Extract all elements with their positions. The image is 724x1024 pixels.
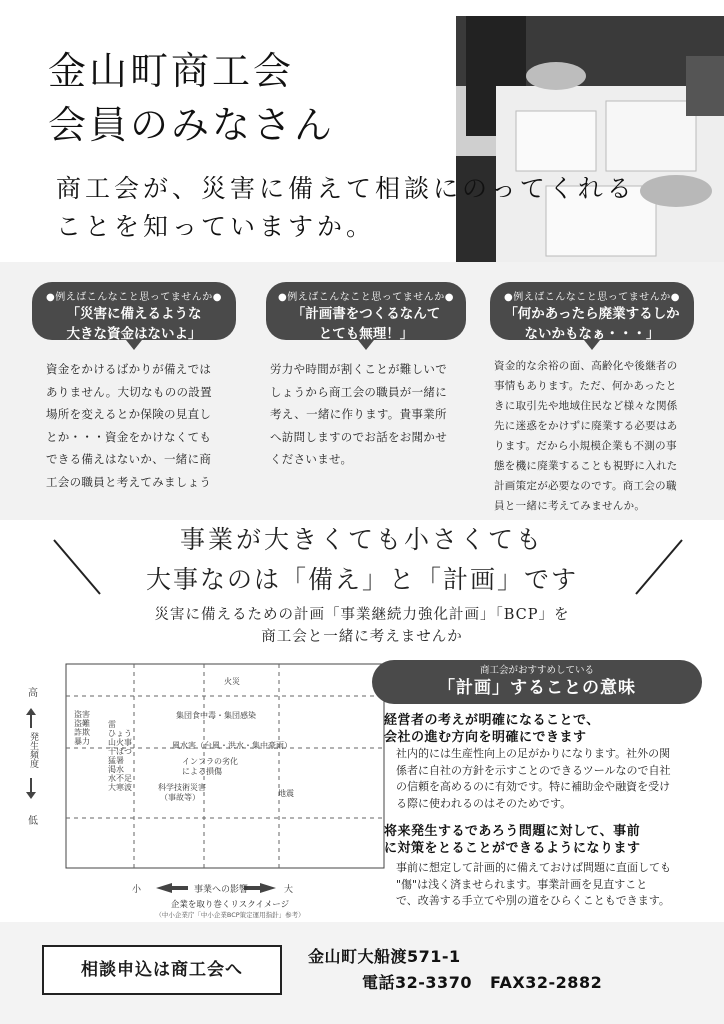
risk-weather-item: 渇水 xyxy=(108,765,124,774)
message-line1: 事業が大きくても小さくても xyxy=(179,525,544,554)
risk-weather-item: 猛暑 xyxy=(108,756,124,765)
risk-crime-item: 詐欺 xyxy=(74,728,90,737)
arrow-up-icon xyxy=(26,708,36,715)
body-line: とか・・・資金をかけなくても xyxy=(46,429,212,444)
risk-crime-item: 盗難 xyxy=(74,719,90,728)
risk-tech-line1: 科学技術災害 xyxy=(158,783,206,792)
meaning-line: の信頼を高めるのに有効です。特に補助金や融資を受け xyxy=(396,780,671,793)
risk-food: 集団食中毒・集団感染 xyxy=(176,711,256,720)
meaning-p2-head1: 将来発生するであろう問題に対して、事前 xyxy=(384,824,641,839)
bubble-tail xyxy=(358,340,374,350)
risk-chart xyxy=(28,660,390,908)
risk-crime-item: 盗害 xyxy=(74,710,90,719)
message-sub2: 商工会と一緒に考えませんか xyxy=(261,629,463,645)
risk-tech-line2: （事故等） xyxy=(160,793,200,802)
y-high-label: 高 xyxy=(28,688,38,699)
meaning-line: で、改善する手立てや別の道をひらくこともできます。 xyxy=(396,894,670,907)
example-question-line2: とても無理！」 xyxy=(318,326,414,342)
arrow-down-icon xyxy=(26,792,36,799)
body-line: できる備えはないか、一緒に商 xyxy=(46,452,212,466)
body-line: 態を機に廃業することも視野に入れた xyxy=(494,460,678,472)
meaning-p1-body xyxy=(396,746,708,812)
header-photo xyxy=(456,16,724,274)
meaning-line: 係者に自社の方針を示すことのできるツールなので自社 xyxy=(396,763,671,777)
risk-infra-line1: インフラの劣化 xyxy=(182,757,238,766)
meaning-p1-head1: 経営者の考えが明確になることで、 xyxy=(384,713,600,728)
body-line: 考え、一緒に作ります。貴事業所 xyxy=(270,407,447,421)
risk-chart-source: （中小企業庁「中小企業BCP策定運用指針」参考） xyxy=(155,911,305,919)
body-line: へ訪問しますのでお話をお聞かせ xyxy=(270,429,447,444)
risk-weather-item: ひょう xyxy=(108,729,132,738)
risk-chart-grid xyxy=(44,660,390,908)
body-line: 労力や時間が割くことが難しいで xyxy=(270,362,447,376)
body-line: 資金をかけるばかりが備えでは xyxy=(46,362,212,376)
meaning-p1-head2: 会社の進む方向を明確にできます xyxy=(384,730,587,745)
example-bubble-2 xyxy=(266,282,466,340)
body-line: 資金的な余裕の面、高齢化や後継者の xyxy=(494,360,678,372)
meeting-photo-illustration xyxy=(456,16,724,274)
risk-weather-list xyxy=(108,720,132,792)
meaning-line: る際に使われるのはそのためです。 xyxy=(396,796,572,810)
body-line: きに取引先や地域住民など様々な関係 xyxy=(494,400,678,412)
risk-chart-caption: 企業を取り巻くリスクイメージ xyxy=(170,900,290,910)
phone-number: 32-3370 xyxy=(395,973,472,992)
footer-phone-row xyxy=(362,970,602,993)
body-line: 場所を変えるとか保険の見直し xyxy=(46,407,212,421)
risk-crime-list xyxy=(74,710,90,746)
example-body-1 xyxy=(46,358,256,493)
x-large-label: 大 xyxy=(284,885,294,895)
risk-weather-item: 大寒波 xyxy=(108,783,132,792)
y-down-arrow-shaft xyxy=(30,778,32,792)
meaning-title-box xyxy=(372,660,702,704)
example-bubble-3 xyxy=(490,282,694,340)
right-arrow-icon xyxy=(260,883,276,893)
left-arrow-icon xyxy=(156,883,172,893)
risk-weather-item: 雷 xyxy=(108,720,116,729)
risk-infra-line2: による損傷 xyxy=(182,767,222,776)
bubble-tail xyxy=(584,340,600,350)
example-caption: ●例えばこんなこと思ってませんか● xyxy=(278,292,454,303)
body-line: しょうから商工会の職員が一緒に xyxy=(270,384,447,399)
risk-weather-item: 水不足 xyxy=(108,774,132,783)
x-small-label: 小 xyxy=(132,885,142,895)
example-question-line1: 「何かあったら廃業するしか xyxy=(504,306,680,322)
risk-weather-item: 山火事 xyxy=(108,738,132,747)
y-up-arrow-icon xyxy=(30,714,32,728)
risk-crime-item: 暴力 xyxy=(74,737,90,746)
meaning-p2-body xyxy=(396,860,708,910)
x-axis-label: 事業への影響 xyxy=(194,885,249,895)
example-question-line1: 「災害に備えるような xyxy=(66,306,202,322)
consult-box: 相談申込は商工会へ xyxy=(42,945,282,995)
example-caption: ●例えばこんなこと思ってませんか● xyxy=(46,292,222,303)
meaning-p2-head2: に対策をとることができるようになります xyxy=(384,841,641,856)
footer-address: 金山町大船渡571-1 xyxy=(308,947,461,966)
page-title-line2: 会員のみなさん xyxy=(48,103,336,147)
meaning-line: "傷"は浅く済ませられます。事業計画を見直すこと xyxy=(396,877,648,891)
meaning-badge: 商工会がおすすめしている xyxy=(479,665,595,676)
right-slash-decoration xyxy=(632,538,684,596)
body-line: 計画策定が必要なのです。商工会の職 xyxy=(494,480,677,492)
fax-number: FAX32-2882 xyxy=(489,973,603,992)
risk-fire: 火災 xyxy=(224,677,240,686)
example-question-line2: ないかもなぁ・・・」 xyxy=(524,326,660,342)
risk-quake: 地震 xyxy=(278,789,294,798)
bubble-tail xyxy=(126,340,142,350)
message-line2: 大事なのは「備え」と「計画」です xyxy=(145,565,578,594)
body-line: 先に迷惑をかけずに廃業する必要はあ xyxy=(494,420,678,432)
body-line: 工会の職員と考えてみましょう xyxy=(46,474,212,489)
example-question-line1: 「計画書をつくるなんて xyxy=(291,306,441,322)
y-axis-label: 発生頻度 xyxy=(28,732,38,768)
example-body-3 xyxy=(494,356,714,516)
page-title-line1: 金山町商工会 xyxy=(48,49,295,93)
phone-label: 電話 xyxy=(362,973,396,992)
body-line: 事情もあります。ただ、何かあったと xyxy=(494,380,677,392)
example-question-line2: 大きな資金はないよ」 xyxy=(66,326,202,342)
risk-storm: 風水害（台風・洪水・集中豪雨） xyxy=(172,741,292,750)
meaning-line: 事前に想定して計画的に備えておけば問題に直面しても xyxy=(396,861,671,874)
message-sub1: 災害に備えるための計画「事業継続力強化計画」「BCP」を xyxy=(154,607,570,623)
risk-weather-item: 干ばつ xyxy=(108,747,132,756)
example-bubble-1 xyxy=(32,282,236,340)
meaning-line: 社内的には生産性向上の足がかりになります。社外の関 xyxy=(396,747,671,760)
left-slash-decoration xyxy=(52,538,104,596)
example-body-2 xyxy=(270,358,480,471)
y-low-label: 低 xyxy=(28,816,38,827)
body-line: ありません。大切なものの設置 xyxy=(46,384,212,399)
lead-line2: ことを知っていますか。 xyxy=(56,212,376,241)
meaning-title: 「計画」することの意味 xyxy=(438,678,636,698)
body-line: くださいませ。 xyxy=(270,452,353,466)
body-line: ります。だから小規模企業も不測の事 xyxy=(494,440,677,452)
body-line: 員と一緒に考えてみませんか。 xyxy=(494,500,646,512)
example-caption: ●例えばこんなこと思ってませんか● xyxy=(504,292,680,303)
lead-line1: 商工会が、災害に備えて相談にのってくれる xyxy=(56,174,636,203)
